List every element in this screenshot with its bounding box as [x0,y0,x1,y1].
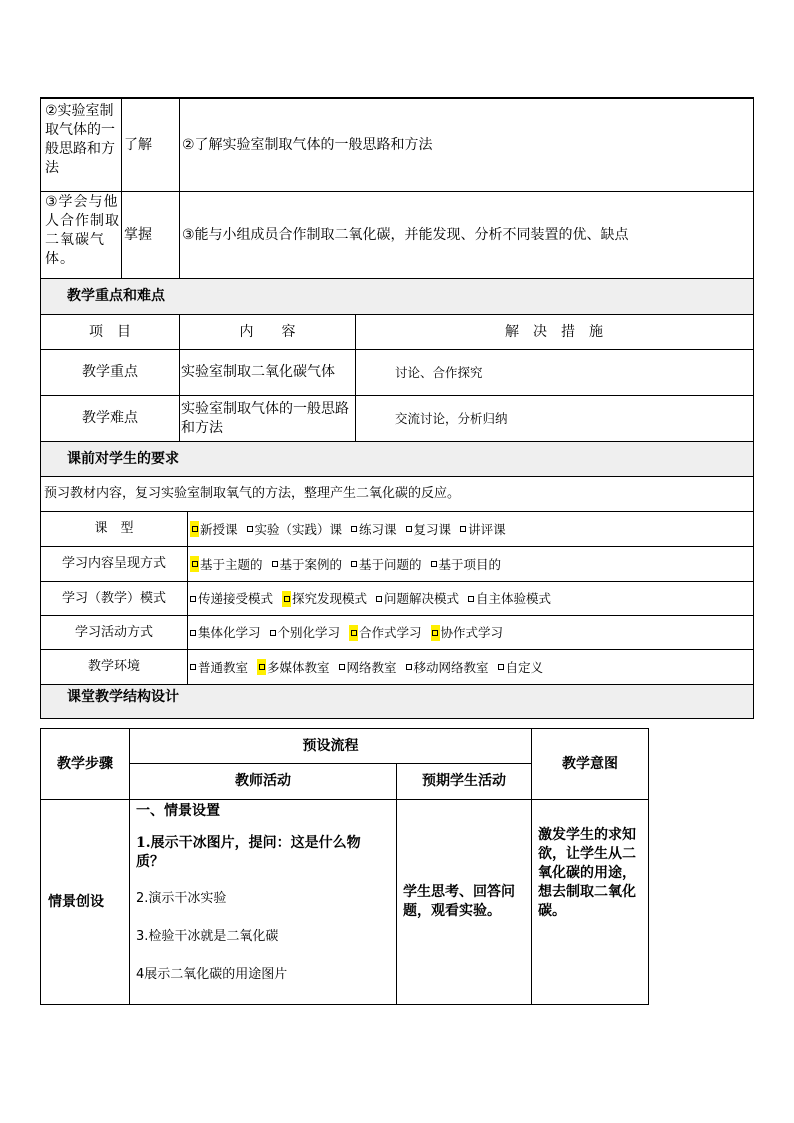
column-header-text: 教师活动 [235,773,291,789]
column-header [41,729,129,799]
column-header-text: 解 决 措 施 [505,323,603,340]
table-cell [180,396,352,441]
checkbox-option[interactable] [351,556,422,573]
checkbox-icon[interactable] [339,664,345,670]
option-row-choices [188,512,752,546]
option-row-label [41,616,187,649]
checkbox-option[interactable] [190,659,248,676]
checkbox-option[interactable] [190,521,238,538]
checkbox-label: 基于案例的 [279,556,343,572]
checkbox-icon[interactable] [259,664,265,670]
checkbox-label: 探究发现模式 [292,591,368,606]
row-label-text: 教学重点 [82,364,138,380]
section-heading [41,442,753,476]
row-label-text: 教学难点 [82,410,138,426]
checkbox-icon[interactable] [351,630,357,636]
checkbox-option[interactable] [190,590,273,607]
checkbox-icon[interactable] [460,526,466,532]
level-text: 了解 [124,136,152,153]
table-cell [356,350,752,395]
checkbox-option[interactable] [468,590,551,607]
column-header [397,764,531,799]
option-row-label-text: 学习内容呈现方式 [61,556,166,571]
intent-cell [532,826,648,921]
checkbox-icon[interactable] [498,664,504,670]
goal-text: ③学会与他人合作制取二氧碳气体。 [45,194,120,267]
checkbox-icon[interactable] [284,596,290,602]
checkbox-icon[interactable] [376,596,382,602]
option-row-choices [188,582,752,615]
student-activity-text: 学生思考、回答问题，观看实验。 [403,884,515,919]
teacher-item: 4展示二氧化碳的用途图片 [136,967,288,982]
checkbox-label: 集体化学习 [198,625,261,640]
checkbox-icon[interactable] [190,596,196,602]
column-header [130,764,396,799]
cell-text: 讨论、合作探究 [395,365,483,380]
goal-cell [43,102,120,190]
column-header-text: 教学步骤 [57,755,113,772]
checkbox-label: 移动网络教室 [413,659,489,675]
section-heading-text: 课前对学生的要求 [67,450,179,467]
column-header-text: 预期学生活动 [422,773,506,789]
checkbox-option[interactable] [460,521,506,538]
checkbox-icon[interactable] [192,526,198,532]
level-cell [124,99,178,191]
option-row-label-text: 学习活动方式 [74,624,153,640]
option-row-choices [188,616,752,649]
column-header [180,315,355,349]
table-cell [356,396,752,441]
requirement-text-cell [41,477,753,511]
column-header-text: 预设流程 [302,737,359,754]
checkbox-option[interactable] [498,659,544,676]
level-text: 掌握 [124,226,152,243]
student-activity-cell [397,800,531,1004]
teacher-item: 3.检验干冰就是二氧化碳 [136,929,279,944]
checkbox-option[interactable] [431,556,502,573]
checkbox-label: 问题解决模式 [384,591,460,606]
checkbox-label: 复习课 [413,521,452,537]
column-header [130,729,531,763]
option-row-label [41,547,187,581]
checkbox-label: 基于主题的 [200,556,263,572]
goal-description [180,192,750,278]
checkbox-option[interactable] [270,624,341,641]
option-row-label-text: 教学环境 [87,659,140,674]
checked-highlight [190,556,199,572]
checkbox-option[interactable] [351,521,397,538]
checkbox-icon[interactable] [406,526,412,532]
checkbox-label: 自定义 [505,659,544,675]
checkbox-option[interactable] [376,590,459,607]
table-row-label [41,396,179,441]
option-row-choices [188,650,752,684]
checkbox-option[interactable] [406,521,452,538]
checked-highlight [431,625,440,641]
option-row-choices [188,547,752,581]
step-text: 情景创设 [48,893,104,910]
option-row-label-text: 课 型 [94,521,134,536]
table-row-label [41,350,179,395]
checkbox-icon[interactable] [190,630,196,636]
checkbox-option[interactable] [272,556,343,573]
level-cell [124,192,178,278]
option-row-label [41,512,187,546]
table-cell [180,350,352,395]
checkbox-option[interactable] [190,556,263,573]
checkbox-label: 合作式学习 [359,625,422,640]
section-heading [41,685,753,718]
section-heading-text: 教学重点和难点 [67,288,165,304]
checked-highlight [349,625,358,641]
checkbox-label: 基于问题的 [359,556,422,572]
checkbox-option[interactable] [190,624,261,641]
goal-description [180,99,750,191]
column-header-text: 教学意图 [562,755,618,772]
checkbox-icon[interactable] [351,561,357,567]
checkbox-icon[interactable] [192,561,198,567]
checkbox-label: 协作式学习 [440,625,504,640]
goal-text: ②实验室制取气体的一般思路和方法 [45,103,115,176]
cell-text: 实验室制取气体的一般思路和方法 [181,400,349,436]
checkbox-label: 传递接受模式 [198,591,274,606]
checkbox-label: 讲评课 [468,521,506,537]
checkbox-icon[interactable] [247,526,253,532]
goal-description-text: ②了解实验室制取气体的一般思路和方法 [182,136,433,153]
checked-highlight [257,659,266,675]
checkbox-option[interactable] [431,624,504,641]
checkbox-label: 基于项目的 [438,556,502,572]
checkbox-icon[interactable] [351,526,357,532]
checkbox-icon[interactable] [272,561,278,567]
section-heading-text: 课堂教学结构设计 [67,689,179,705]
column-header [356,315,752,349]
teacher-item: 1.展示干冰图片，提问：这是什么物质？ [136,835,361,870]
column-header-text: 内 容 [239,323,296,340]
checkbox-label: 普通教室 [198,659,249,675]
section-heading [41,279,753,314]
requirement-text: 预习教材内容，复习实验室制取氧气的方法，整理产生二氧化碳的反应。 [44,486,461,501]
checkbox-icon[interactable] [468,596,474,602]
checkbox-label: 新授课 [200,521,238,537]
goal-description-text: ③能与小组成员合作制取二氧化碳，并能发现、分析不同装置的优、缺点 [182,226,629,243]
option-row-label-text: 学习（教学）模式 [61,590,166,606]
teacher-activity-cell [130,800,396,1004]
cell-text: 交流讨论，分析归纳 [395,411,508,426]
checkbox-option[interactable] [247,521,343,538]
checkbox-icon[interactable] [431,561,437,567]
checkbox-icon[interactable] [270,630,276,636]
teacher-item: 2.演示干冰实验 [136,891,227,906]
teacher-heading: 一、情景设置 [136,803,220,819]
goal-cell [43,193,120,278]
checkbox-label: 网络教室 [346,659,397,675]
checkbox-icon[interactable] [406,664,412,670]
checkbox-icon[interactable] [432,630,438,636]
checkbox-label: 练习课 [359,521,397,537]
checkbox-option[interactable] [257,659,330,676]
checkbox-label: 实验（实践）课 [254,521,343,537]
checkbox-option[interactable] [406,659,489,676]
column-header [41,315,179,349]
column-header [532,729,648,799]
checkbox-icon[interactable] [190,664,196,670]
checkbox-label: 自主体验模式 [476,591,552,606]
checkbox-option[interactable] [339,659,397,676]
checked-highlight [190,521,199,537]
checkbox-option[interactable] [349,624,422,641]
option-row-label [41,650,187,684]
option-row-label [41,582,187,615]
step-cell [41,800,129,1004]
checkbox-label: 个别化学习 [277,625,341,640]
divider [121,99,122,279]
checkbox-option[interactable] [282,590,367,607]
checkbox-label: 多媒体教室 [267,659,330,675]
column-header-text: 项 目 [89,323,131,340]
cell-text: 实验室制取二氧化碳气体 [181,364,335,380]
intent-text: 激发学生的求知欲，让学生从二氧化碳的用途，想去制取二氧化碳。 [538,827,636,919]
checked-highlight [282,591,291,607]
